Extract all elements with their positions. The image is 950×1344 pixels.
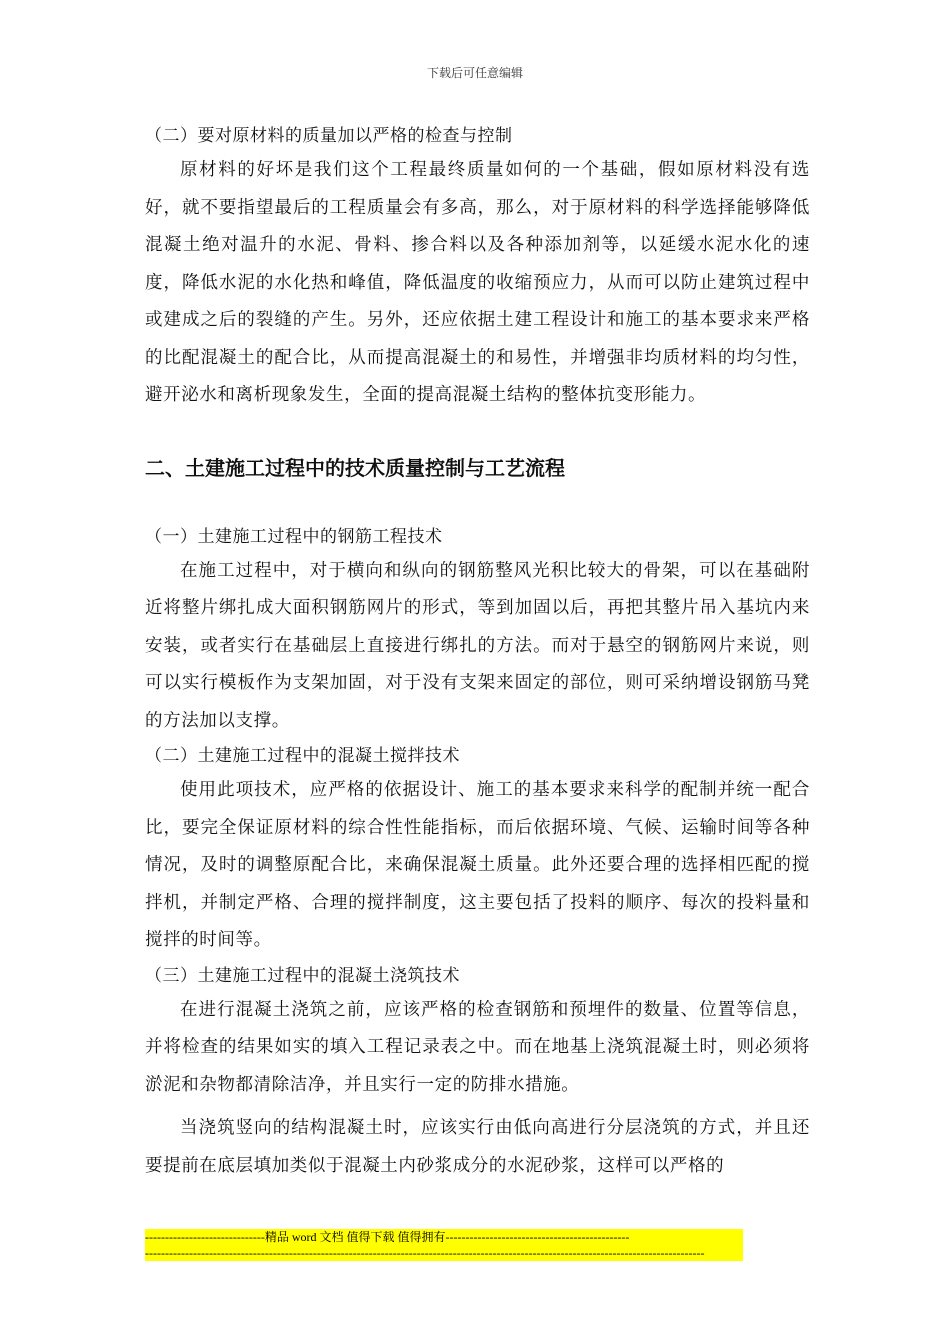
paragraph-raw-material: 原材料的好坏是我们这个工程最终质量如何的一个基础，假如原材料没有选好，就不要指望最后的工程质量会有多高，那么，对于原材料的科学选择能够降低混凝土绝对温升的水泥、骨料、掺合料以及各种添加剂等，以延缓水泥水化的速度，降低水泥的水化热和峰值，降低温度的收缩预应力，从而可以防止建筑过程中或建成之后的裂缝的产生。另外，还应依据土建工程设计和施工的基本要求来严格的比配混凝土的配合比，从而提高混凝土的和易性，并增强非均质材料的均匀性，避开泌水和离析现象发生，全面的提高混凝土结构的整体抗变形能力。	[145, 160, 810, 405]
subheading-rebar: （一）土建施工过程中的钢筋工程技术	[145, 526, 443, 547]
document-body	[145, 120, 810, 1185]
paragraph-pouring-1: 在进行混凝土浇筑之前，应该严格的检查钢筋和预埋件的数量、位置等信息，并将检查的结果如实的填入工程记录表之中。而在地基上浇筑混凝土时，则必须将淤泥和杂物都清除洁净，并且实行一定的防排水措施。	[145, 999, 810, 1095]
subheading-mixing: （二）土建施工过程中的混凝土搅拌技术	[145, 746, 460, 766]
footer-banner	[145, 1229, 743, 1261]
footer-line-2: --------------------------------------------------------------------------------------------------------------------------------------------	[145, 1245, 743, 1261]
paragraph-pouring-2: 当浇筑竖向的结构混凝土时，应该实行由低向高进行分层浇筑的方式，并且还要提前在底层填加类似于混凝土内砂浆成分的水泥砂浆，这样可以严格的	[145, 1118, 810, 1176]
subheading-raw-material: （二）要对原材料的质量加以严格的检查与控制	[145, 126, 513, 146]
paragraph-mixing: 使用此项技术，应严格的依据设计、施工的基本要求来科学的配制并统一配合比，要完全保证原材料的综合性性能指标，而后依据环境、气候、运输时间等各种情况，及时的调整原配合比，来确保混凝土质量。此外还要合理的选择相匹配的搅拌机，并制定严格、合理的搅拌制度，这主要包括了投料的顺序、每次的投料量和搅拌的时间等。	[145, 780, 810, 950]
footer-line-1: ------------------------------精品 word 文档 值得下载 值得拥有----------------------------------------------	[145, 1229, 743, 1245]
section-heading: 二、土建施工过程中的技术质量控制与工艺流程	[145, 455, 565, 480]
subheading-pouring: （三）土建施工过程中的混凝土浇筑技术	[145, 965, 460, 986]
page-header: 下载后可任意编辑	[426, 66, 523, 80]
paragraph-rebar: 在施工过程中，对于横向和纵向的钢筋整风光积比较大的骨架，可以在基础附近将整片绑扎成大面积钢筋网片的形式，等到加固以后，再把其整片吊入基坑内来安装，或者实行在基础层上直接进行绑扎的方法。而对于悬空的钢筋网片来说，则可以实行模板作为支架加固，对于没有支架来固定的部位，则可采纳增设钢筋马凳的方法加以支撑。	[145, 560, 810, 731]
